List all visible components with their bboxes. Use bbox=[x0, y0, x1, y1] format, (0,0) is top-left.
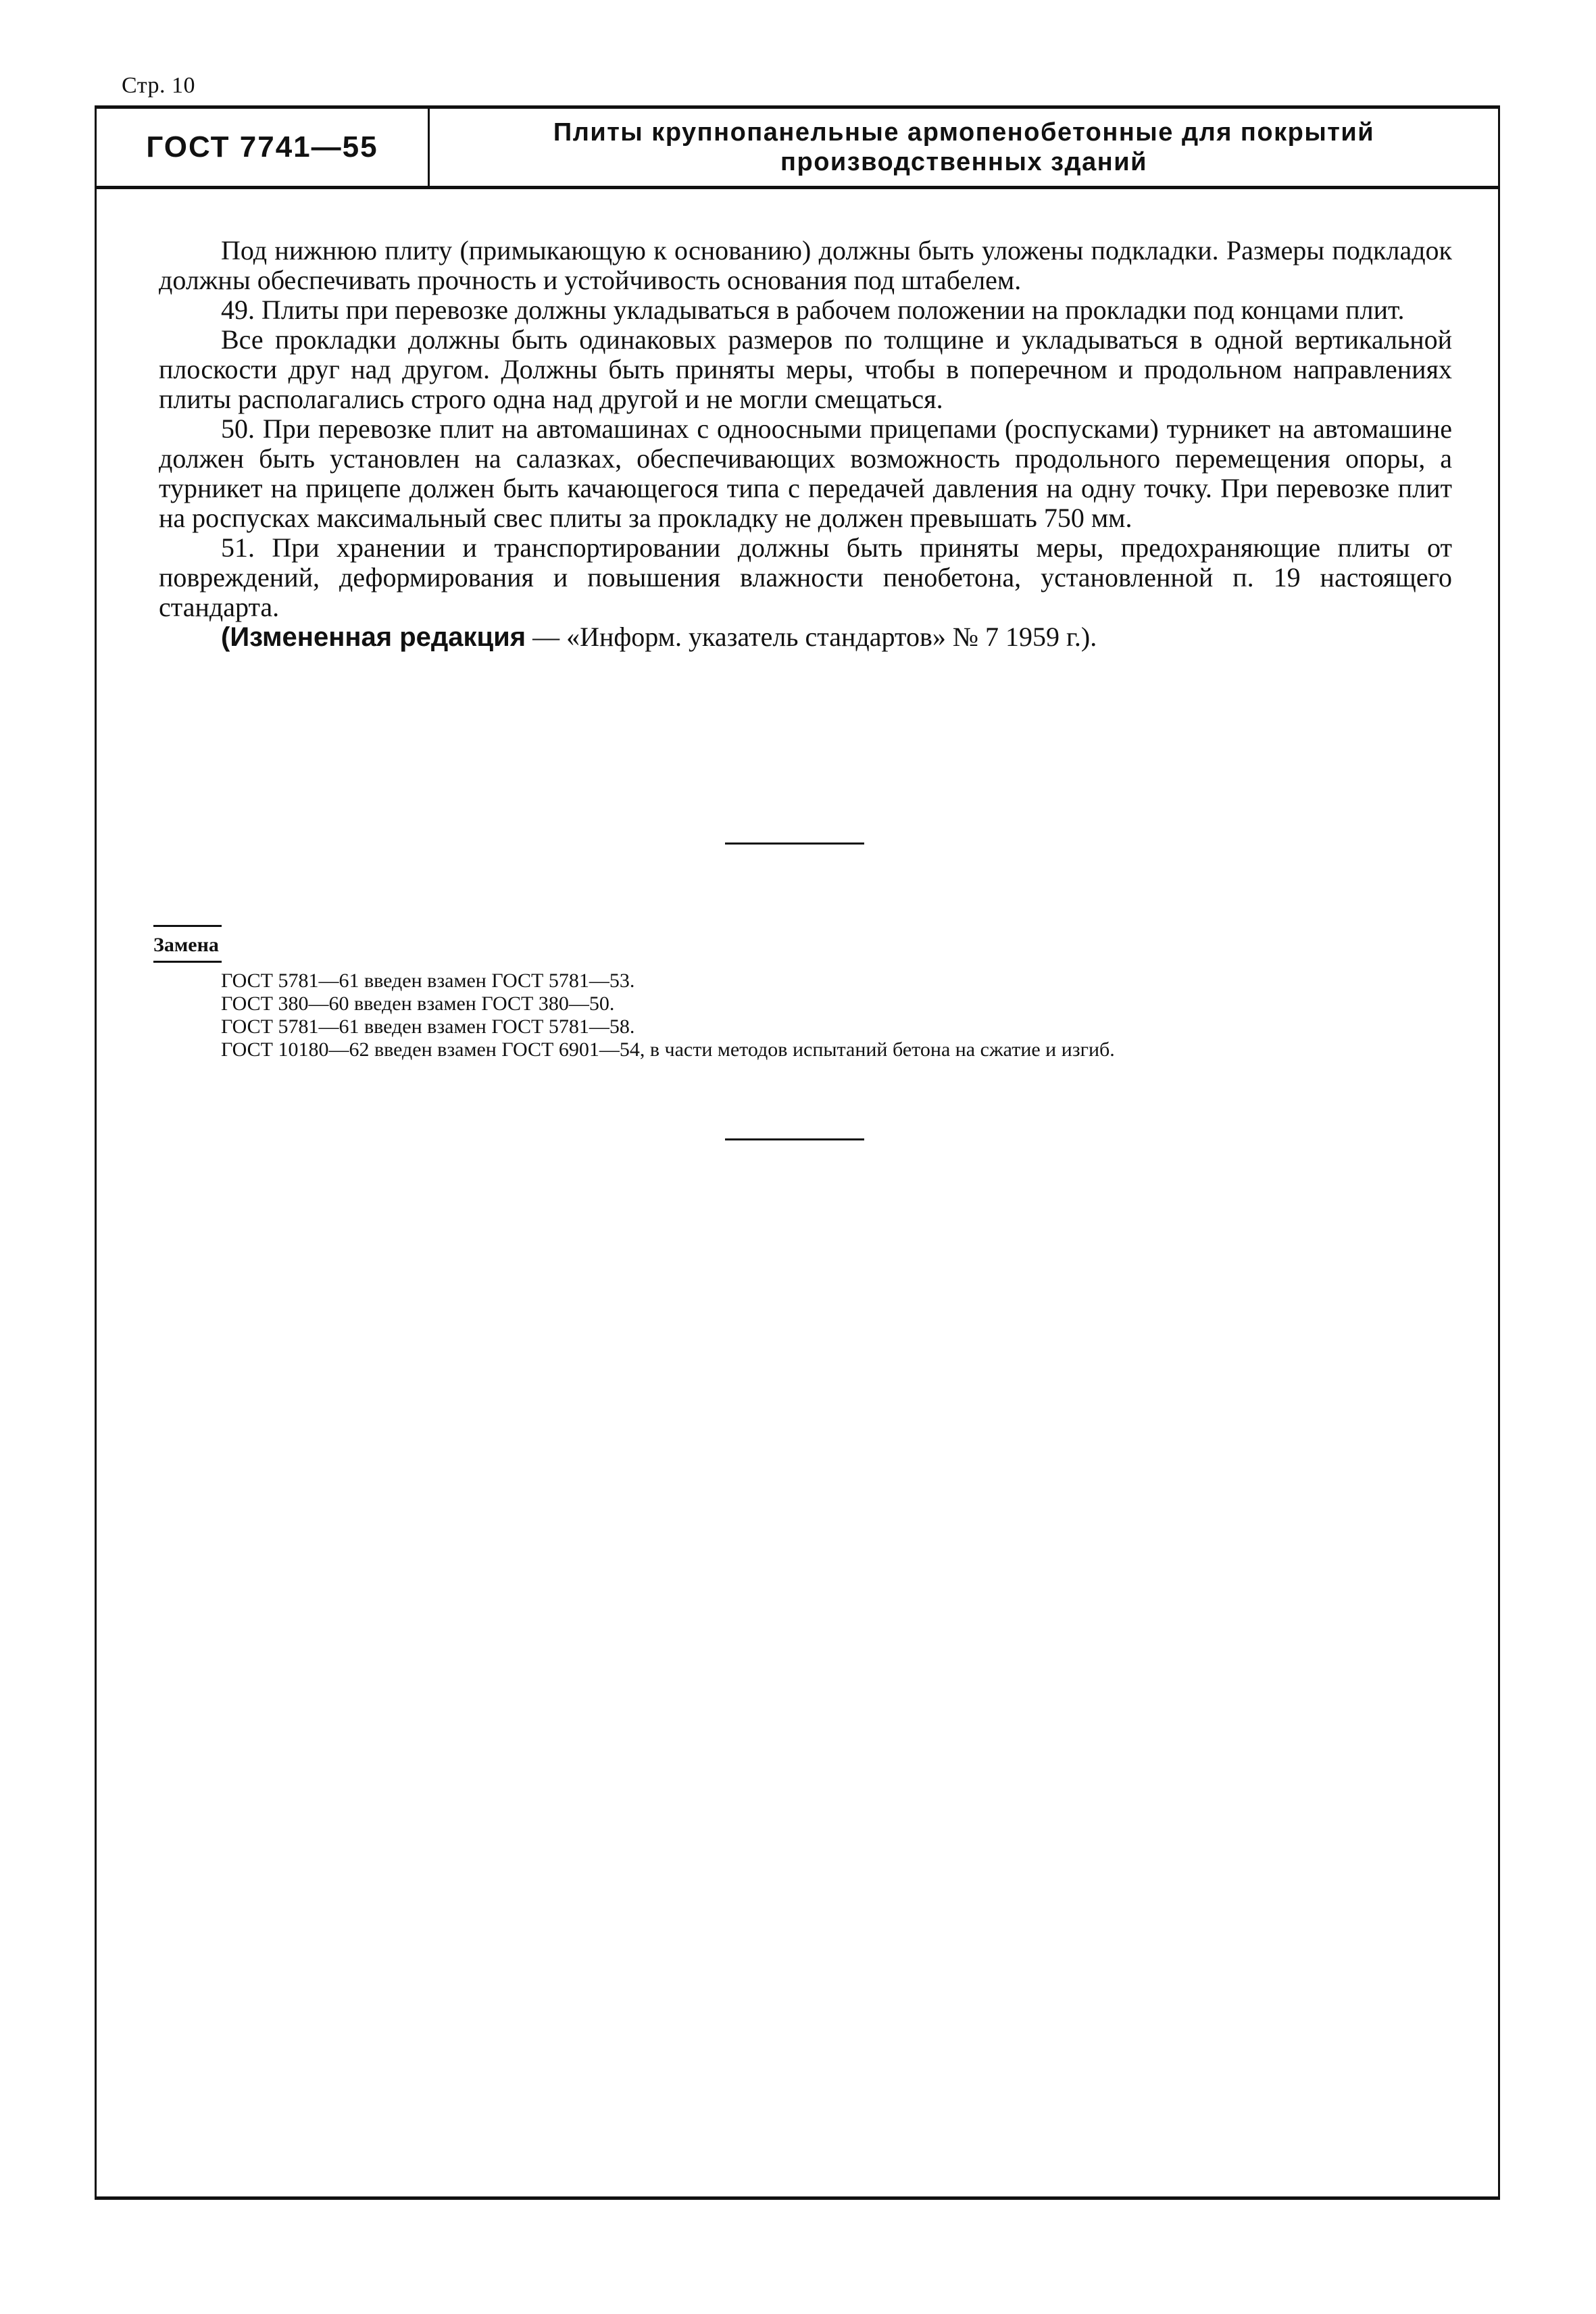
replacement-title: Замена bbox=[153, 925, 222, 963]
paragraph-pads-alignment: Все прокладки должны быть одинаковых размеров по толщине и укладываться в одной вертикальной плоскости друг над другом. Должны быть приняты меры, чтобы в поперечном и продольном направлениях плиты располагались строго одна над другой и не могли смещаться. bbox=[159, 324, 1452, 414]
standard-code: ГОСТ 7741—55 bbox=[97, 109, 430, 186]
replacement-line: ГОСТ 5781—61 введен взамен ГОСТ 5781—53. bbox=[221, 970, 635, 992]
revision-note bbox=[159, 622, 1452, 652]
page-frame bbox=[95, 105, 1500, 2200]
paragraph-49: 49. Плиты при перевозке должны укладываться в рабочем положении на прокладки под концами плит. bbox=[221, 295, 1405, 325]
separator-line bbox=[725, 842, 864, 845]
replacement-line: ГОСТ 380—60 введен взамен ГОСТ 380—50. bbox=[221, 992, 615, 1015]
replacement-block bbox=[153, 925, 1457, 1061]
page-number: Стр. 10 bbox=[122, 73, 196, 98]
body-text bbox=[159, 236, 1452, 652]
revision-note-rest: — «Информ. указатель стандартов» № 7 1959 г.). bbox=[526, 622, 1097, 652]
document-title-line-2: производственных зданий bbox=[780, 148, 1147, 176]
revision-note-bold: (Измененная редакция bbox=[221, 622, 526, 652]
document-header bbox=[97, 109, 1498, 189]
paragraph-51: 51. При хранении и транспортировании должны быть приняты меры, предохраняющие плиты от повреждений, деформирования и повышения влажности пенобетона, установленной п. 19 настоящего стандарта. bbox=[159, 532, 1452, 622]
document-title bbox=[430, 109, 1498, 186]
replacement-line: ГОСТ 10180—62 введен взамен ГОСТ 6901—54, в части методов испытаний бетона на сжатие и изгиб. bbox=[221, 1038, 1115, 1061]
replacement-line: ГОСТ 5781—61 введен взамен ГОСТ 5781—58. bbox=[221, 1015, 635, 1038]
replacement-list bbox=[153, 970, 1457, 1061]
document-title-line-1: Плиты крупнопанельные армопенобетонные для покрытий bbox=[553, 118, 1375, 147]
paragraph-subfloor-pads: Под нижнюю плиту (примыкающую к основанию) должны быть уложены подкладки. Размеры подкладок должны обеспечивать прочность и устойчивость основания под штабелем. bbox=[159, 235, 1452, 295]
separator-line bbox=[725, 1138, 864, 1140]
paragraph-50: 50. При перевозке плит на автомашинах с одноосными прицепами (роспусками) турникет на автомашине должен быть установлен на салазках, обеспечивающих возможность продольного перемещения опоры, а турникет на прицепе должен быть качающегося типа с передачей давления на одну точку. При перевозке плит на роспусках максимальный свес плиты за прокладку не должен превышать 750 мм. bbox=[159, 413, 1452, 533]
